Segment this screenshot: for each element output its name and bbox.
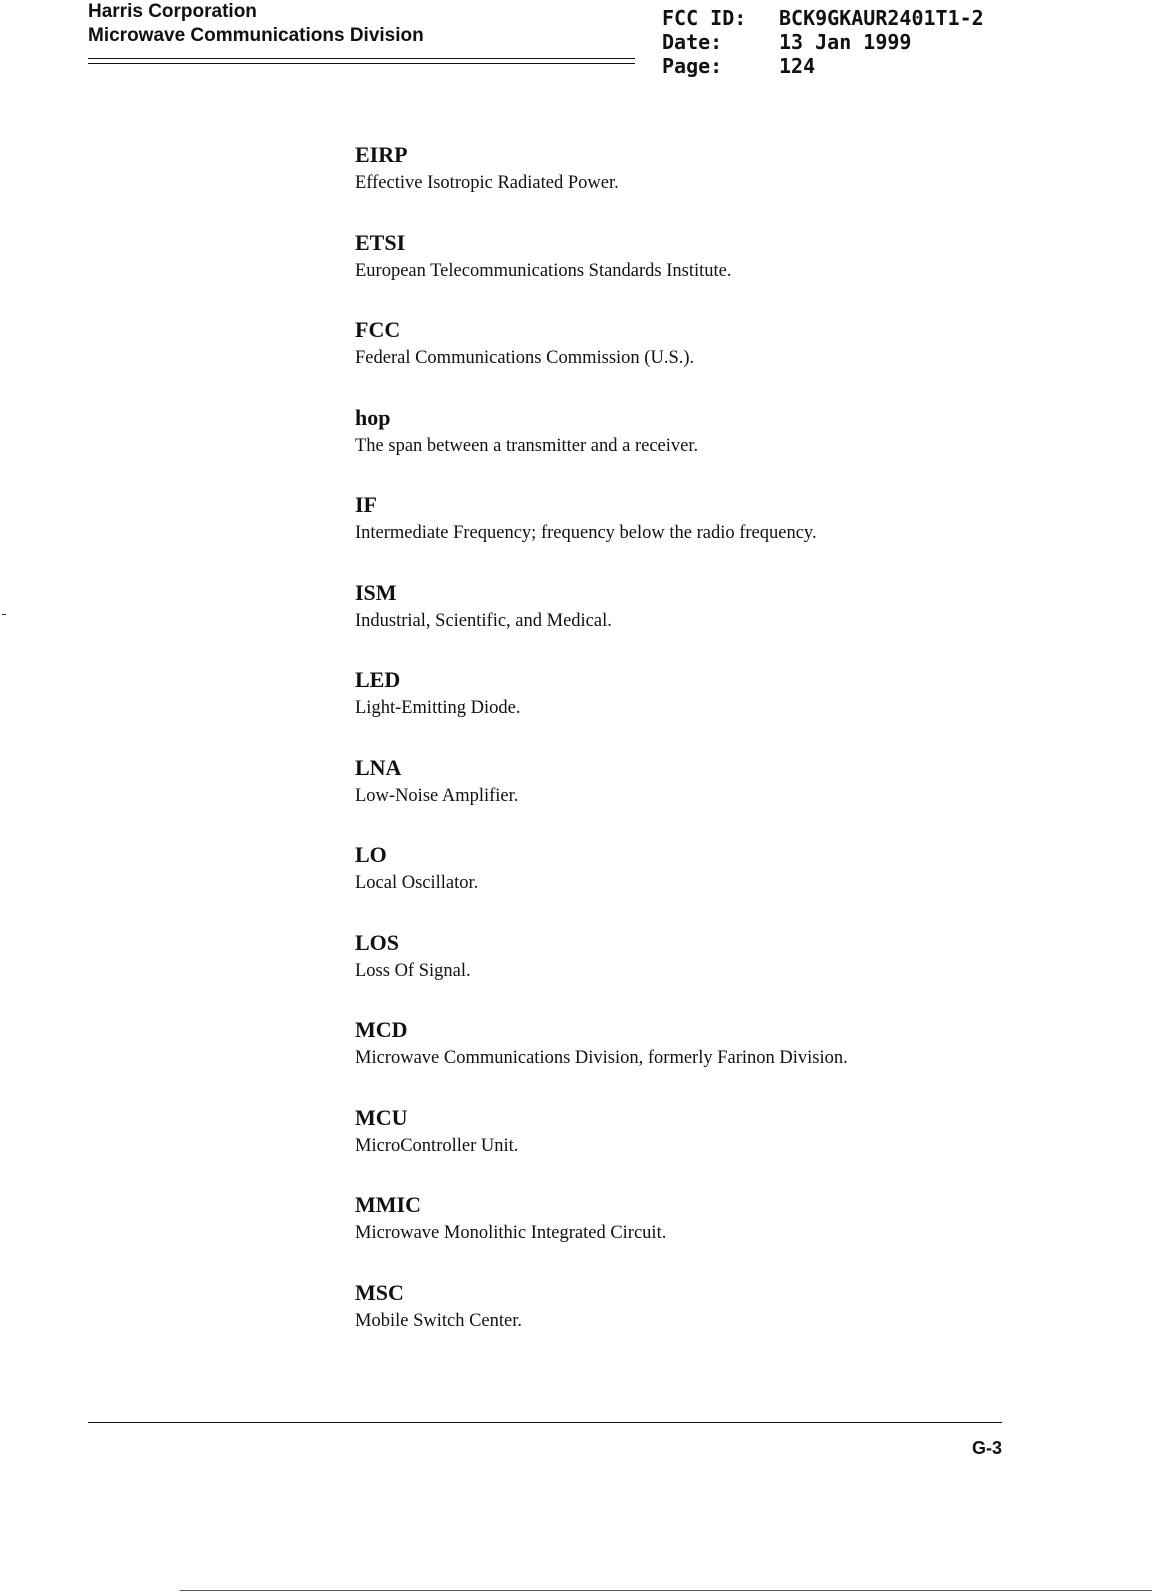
glossary-term: LO — [355, 842, 387, 867]
date-label: Date: — [662, 30, 723, 54]
glossary-definition: MicroController Unit. — [355, 1135, 519, 1156]
glossary-entry — [355, 753, 1055, 841]
scan-artifact-line — [180, 1590, 1152, 1591]
glossary-definition: Light-Emitting Diode. — [355, 698, 521, 718]
fcc-id-row — [662, 6, 984, 30]
glossary-definition: Low-Noise Amplifier. — [355, 785, 519, 806]
glossary-term: LNA — [355, 754, 402, 780]
glossary-definition: Effective Isotropic Radiated Power. — [355, 173, 619, 193]
glossary-term: MCU — [355, 1104, 408, 1130]
glossary-entry — [355, 315, 1055, 403]
glossary-definition: Loss Of Signal. — [355, 960, 471, 981]
glossary-definition: Microwave Communications Division, formerly Farinon Division. — [355, 1048, 848, 1068]
glossary-definition: The span between a transmitter and a receiver. — [355, 435, 699, 456]
footer-rule — [88, 1422, 1002, 1423]
scan-artifact-mark — [2, 614, 6, 615]
glossary-term: FCC — [355, 317, 401, 342]
glossary-term: MSC — [355, 1279, 404, 1305]
glossary-term: ETSI — [355, 229, 406, 255]
page-number: G-3 — [971, 1438, 1002, 1458]
glossary-definition: European Telecommunications Standards Institute. — [355, 260, 732, 281]
division-name: Microwave Communications Division — [88, 25, 424, 46]
glossary-entry — [355, 490, 1055, 578]
glossary-entry — [355, 928, 1055, 1016]
glossary-entry — [355, 840, 1055, 928]
glossary-entry — [355, 228, 1055, 316]
date-row — [662, 30, 984, 54]
glossary-definition: Industrial, Scientific, and Medical. — [355, 610, 612, 631]
glossary-term: LOS — [355, 929, 400, 955]
glossary-entry — [355, 665, 1055, 753]
company-name: Harris Corporation — [88, 1, 257, 22]
glossary-term: ISM — [355, 579, 397, 605]
glossary-term: MCD — [355, 1017, 408, 1042]
glossary-definition: Mobile Switch Center. — [355, 1310, 522, 1331]
page-label: Page: — [662, 54, 723, 78]
glossary-definition: Local Oscillator. — [355, 873, 479, 893]
document-meta — [662, 6, 984, 78]
company-header — [88, 0, 424, 48]
glossary-definition: Intermediate Frequency; frequency below the radio frequency. — [355, 523, 817, 543]
glossary-term: LED — [355, 667, 401, 692]
glossary-term: MMIC — [355, 1192, 421, 1217]
date-value: 13 Jan 1999 — [779, 30, 912, 54]
glossary-entry — [355, 1278, 1055, 1366]
glossary-list — [355, 140, 1055, 1365]
glossary-term: EIRP — [355, 142, 408, 167]
glossary-entry — [355, 140, 1055, 228]
glossary-entry — [355, 403, 1055, 491]
header-rule-bottom — [88, 63, 635, 64]
glossary-entry — [355, 1103, 1055, 1191]
fcc-id-value: BCK9GKAUR2401T1-2 — [779, 6, 984, 30]
fcc-id-label: FCC ID: — [662, 6, 747, 30]
glossary-term: IF — [355, 492, 377, 517]
glossary-term: hop — [355, 404, 391, 430]
header-rule-top — [88, 58, 635, 59]
page-value: 124 — [779, 54, 816, 78]
glossary-entry — [355, 1190, 1055, 1278]
glossary-definition: Federal Communications Commission (U.S.). — [355, 348, 695, 368]
glossary-definition: Microwave Monolithic Integrated Circuit. — [355, 1223, 667, 1243]
glossary-entry — [355, 578, 1055, 666]
glossary-entry — [355, 1015, 1055, 1103]
page-row — [662, 54, 984, 78]
